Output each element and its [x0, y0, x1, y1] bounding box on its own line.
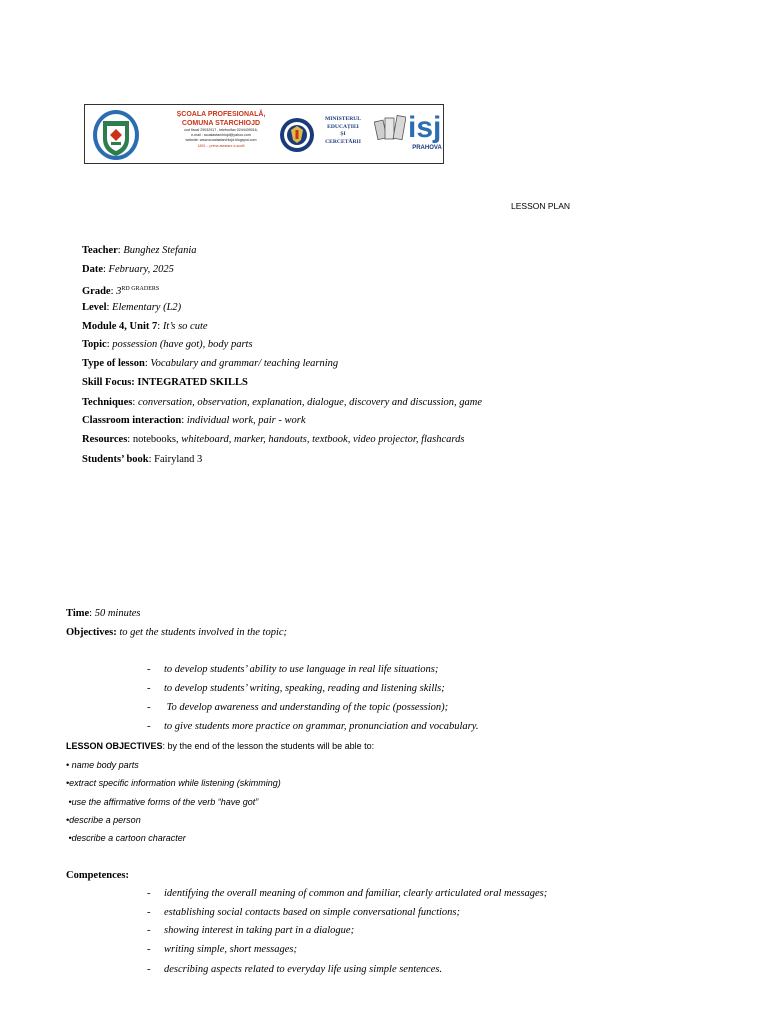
- date-label: Date: [82, 264, 103, 275]
- students-book-label: Students’ book: [82, 454, 149, 465]
- level-value: Elementary (L2): [112, 302, 182, 313]
- lesson-objective-item: •describe a cartoon character: [66, 833, 186, 843]
- competence-item: - identifying the overall meaning of common and familiar, clearly articulated oral messages;: [147, 888, 548, 899]
- list-dash: -: [147, 964, 151, 975]
- school-founding: 1891 – prima atestare a școlii: [197, 143, 245, 148]
- list-dash: -: [147, 944, 151, 955]
- level-row: Level: Elementary (L2): [82, 302, 182, 313]
- list-dash: -: [147, 702, 151, 713]
- school-website: website: www.scoalastarchiojd.blogspot.com: [185, 138, 257, 143]
- competence-item: - establishing social contacts based on simple conversational functions;: [147, 907, 461, 918]
- school-name-line1: ȘCOALA PROFESIONALĂ,: [176, 111, 266, 118]
- ministry-line3: ȘI: [340, 131, 346, 138]
- document-title: LESSON PLAN: [511, 201, 571, 211]
- school-name-line2: COMUNA STARCHIOJD: [181, 120, 261, 127]
- interaction-row: Classroom interaction: individual work, pair - work: [82, 415, 306, 426]
- grade-label: Grade: [82, 286, 111, 297]
- time-value: 50 minutes: [94, 608, 141, 619]
- skill-focus-row: [82, 376, 248, 390]
- objective-item: - To develop awareness and understanding of the topic (possession);: [147, 702, 449, 713]
- level-label: Level: [82, 302, 107, 313]
- techniques-row: Techniques: conversation, observation, explanation, dialogue, discovery and discussion, game: [82, 397, 483, 408]
- date-value: February, 2025: [108, 264, 174, 275]
- grade-row: Grade: $3^{RD GRADERS}$: [82, 286, 160, 297]
- ministry-line1: MINISTERUL: [324, 116, 362, 122]
- list-dash: -: [147, 721, 151, 732]
- header-banner: [84, 104, 444, 164]
- resources-row: Resources: notebooks, whiteboard, marker, handouts, textbook, video projector, flashcards: [82, 434, 465, 445]
- time-label: Time: [66, 608, 90, 619]
- lesson-type-row: Type of lesson: Vocabulary and grammar/ teaching learning: [82, 358, 339, 369]
- competence-item: - describing aspects related to everyday life using simple sentences.: [147, 964, 443, 975]
- module-value: It’s so cute: [162, 321, 208, 332]
- resources-value: whiteboard, marker, handouts, textbook, video projector, flashcards: [181, 434, 465, 445]
- school-email: e-mail : scoalastarchiojd@yahoo.com: [191, 133, 251, 138]
- topic-row: Topic: possession (have got), body parts: [82, 339, 253, 350]
- objective-item: - to develop students’ writing, speaking, reading and listening skills;: [147, 683, 445, 694]
- teacher-value: Bunghez Stefania: [123, 245, 197, 256]
- list-dash: -: [147, 907, 151, 918]
- objective-item: - to develop students’ ability to use language in real life situations;: [147, 664, 439, 675]
- school-info: [147, 110, 295, 149]
- lesson-type-value: Vocabulary and grammar/ teaching learning: [150, 358, 339, 369]
- lesson-objective-item: •describe a person: [66, 815, 141, 825]
- competences-label: Competences:: [66, 870, 129, 881]
- students-book-row: Students’ book: Fairyland 3: [82, 454, 203, 465]
- time-row: Time: 50 minutes: [66, 608, 141, 619]
- techniques-value: conversation, observation, explanation, dialogue, discovery and discussion, game: [137, 397, 483, 408]
- objectives-label: Objectives:: [66, 627, 117, 638]
- topic-label: Topic: [82, 339, 107, 350]
- interaction-value: individual work, pair - work: [186, 415, 306, 426]
- list-dash: -: [147, 925, 151, 936]
- teacher-row: Teacher: Bunghez Stefania: [82, 245, 197, 256]
- isj-logo-icon: [407, 109, 443, 143]
- lesson-type-label: Type of lesson: [82, 358, 145, 369]
- resources-plain: notebooks,: [132, 434, 182, 445]
- grade-superscript: RD GRADERS: [121, 286, 160, 292]
- lesson-objective-item: •use the affirmative forms of the verb “have got”: [66, 797, 259, 807]
- competence-item: - writing simple, short messages;: [147, 944, 298, 955]
- skill-focus-label: Skill Focus: INTEGRATED SKILLS: [82, 377, 248, 388]
- teacher-label: Teacher: [82, 245, 118, 256]
- grade-value: 3: [116, 286, 122, 297]
- lesson-objectives-intro: : by the end of the lesson the students will be able to:: [162, 741, 375, 751]
- objective-item: - to give students more practice on grammar, pronunciation and vocabulary.: [147, 721, 479, 732]
- ministry-line2: EDUCAȚIEI: [327, 123, 359, 130]
- list-dash: -: [147, 888, 151, 899]
- lesson-objectives-heading: [66, 740, 374, 752]
- objectives-first: to get the students involved in the topic;: [119, 627, 288, 638]
- students-book-value: Fairyland 3: [154, 454, 203, 465]
- school-fiscal-phone: cod fiscal 2903291​7 , telefon/fax 0244439016,: [184, 128, 258, 132]
- school-crest-icon: [91, 109, 141, 161]
- competences-heading: [66, 869, 129, 883]
- module-row: Module 4, Unit 7: It’s so cute: [82, 321, 208, 332]
- isj-logo-text: isj: [408, 111, 442, 143]
- lesson-objective-item: •extract specific information while listening (skimming): [66, 778, 281, 788]
- topic-value: possession (have got), body parts: [112, 339, 253, 350]
- isj-region-label: PRAHOVA: [412, 145, 442, 151]
- ministry-name: [318, 116, 368, 146]
- competence-item: - showing interest in taking part in a dialogue;: [147, 925, 355, 936]
- module-label: Module 4, Unit 7: [82, 321, 158, 332]
- date-row: Date: February, 2025: [82, 264, 174, 275]
- books-icon: [374, 113, 406, 141]
- techniques-label: Techniques: [82, 397, 133, 408]
- list-dash: -: [147, 664, 151, 675]
- lesson-objective-item: • name body parts: [66, 760, 139, 770]
- objectives-row: [66, 626, 287, 640]
- interaction-label: Classroom interaction: [82, 415, 182, 426]
- ministry-line4: CERCETĂRII: [325, 138, 361, 145]
- lesson-objectives-label: LESSON OBJECTIVES: [66, 741, 163, 751]
- list-dash: -: [147, 683, 151, 694]
- resources-label: Resources: [82, 434, 128, 445]
- government-seal-icon: [279, 112, 315, 158]
